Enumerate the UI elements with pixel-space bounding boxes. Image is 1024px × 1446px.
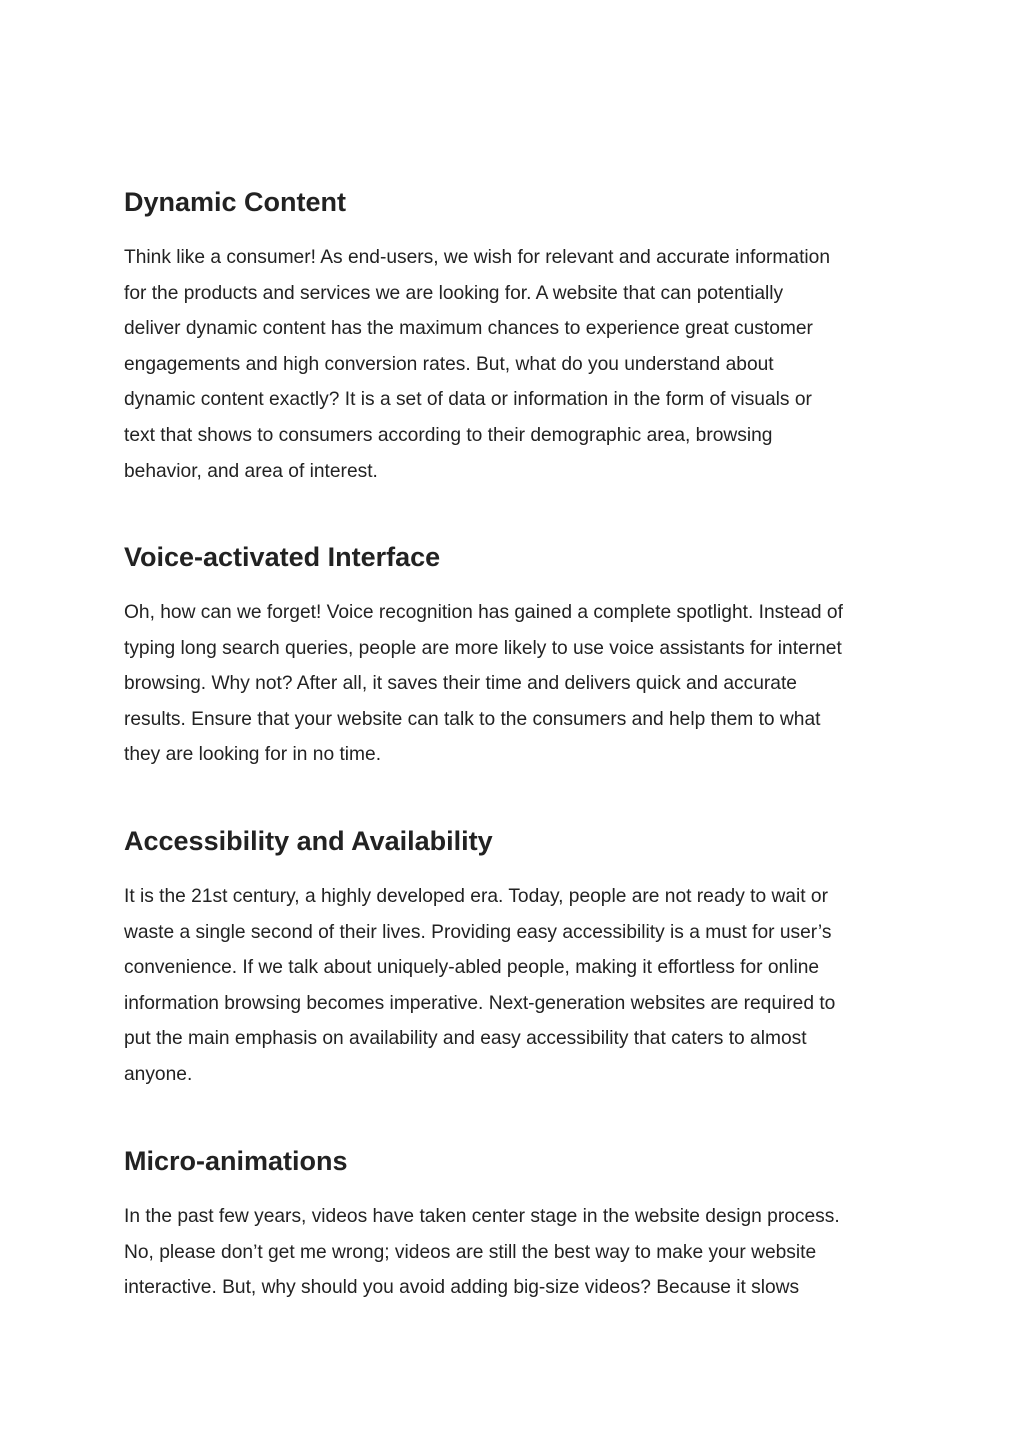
paragraph-line: for the products and services we are looking for. A website that can potentially: [124, 282, 784, 304]
section-heading: Dynamic Content: [124, 187, 347, 217]
paragraph-line: results. Ensure that your website can talk to the consumers and help them to what: [124, 708, 821, 730]
paragraph-line: waste a single second of their lives. Providing easy accessibility is a must for user’s: [124, 921, 832, 943]
paragraph-line: they are looking for in no time.: [124, 744, 382, 766]
paragraph-line: It is the 21st century, a highly developed era. Today, people are not ready to wait or: [124, 886, 828, 907]
section-accessibility-and-availability: [124, 825, 914, 1093]
paragraph-line: information browsing becomes imperative. Next-generation websites are required to: [124, 992, 836, 1014]
section-heading: Voice-activated Interface: [124, 542, 441, 572]
paragraph-line: Think like a consumer! As end-users, we wish for relevant and accurate information: [124, 247, 831, 268]
paragraph-line: interactive. But, why should you avoid adding big-size videos? Because it slows: [124, 1277, 800, 1299]
paragraph-line: behavior, and area of interest.: [124, 460, 378, 482]
paragraph-line: text that shows to consumers according to their demographic area, browsing: [124, 424, 773, 446]
section-voice-activated-interface: [124, 541, 914, 773]
paragraph-line: No, please don’t get me wrong; videos are still the best way to make your website: [124, 1241, 817, 1263]
paragraph-line: dynamic content exactly? It is a set of data or information in the form of visuals or: [124, 389, 812, 411]
paragraph-line: browsing. Why not? After all, it saves their time and delivers quick and accurate: [124, 673, 797, 695]
section-micro-animations: [124, 1145, 914, 1306]
paragraph-line: In the past few years, videos have taken center stage in the website design process.: [124, 1206, 840, 1227]
section-dynamic-content: [124, 186, 914, 489]
paragraph-line: convenience. If we talk about uniquely-abled people, making it effortless for online: [124, 957, 820, 979]
paragraph-line: typing long search queries, people are more likely to use voice assistants for internet: [124, 637, 842, 659]
paragraph-line: put the main emphasis on availability and easy accessibility that caters to almost: [124, 1028, 807, 1050]
paragraph-line: Oh, how can we forget! Voice recognition has gained a complete spotlight. Instead of: [124, 602, 843, 623]
section-body: [124, 879, 914, 1093]
section-heading: Accessibility and Availability: [124, 826, 493, 856]
section-body: [124, 1199, 914, 1306]
paragraph-line: engagements and high conversion rates. But, what do you understand about: [124, 353, 774, 375]
section-heading: Micro-animations: [124, 1146, 348, 1176]
paragraph-line: anyone.: [124, 1063, 193, 1085]
section-body: [124, 595, 914, 773]
section-body: [124, 240, 914, 489]
paragraph-line: deliver dynamic content has the maximum chances to experience great customer: [124, 318, 813, 340]
